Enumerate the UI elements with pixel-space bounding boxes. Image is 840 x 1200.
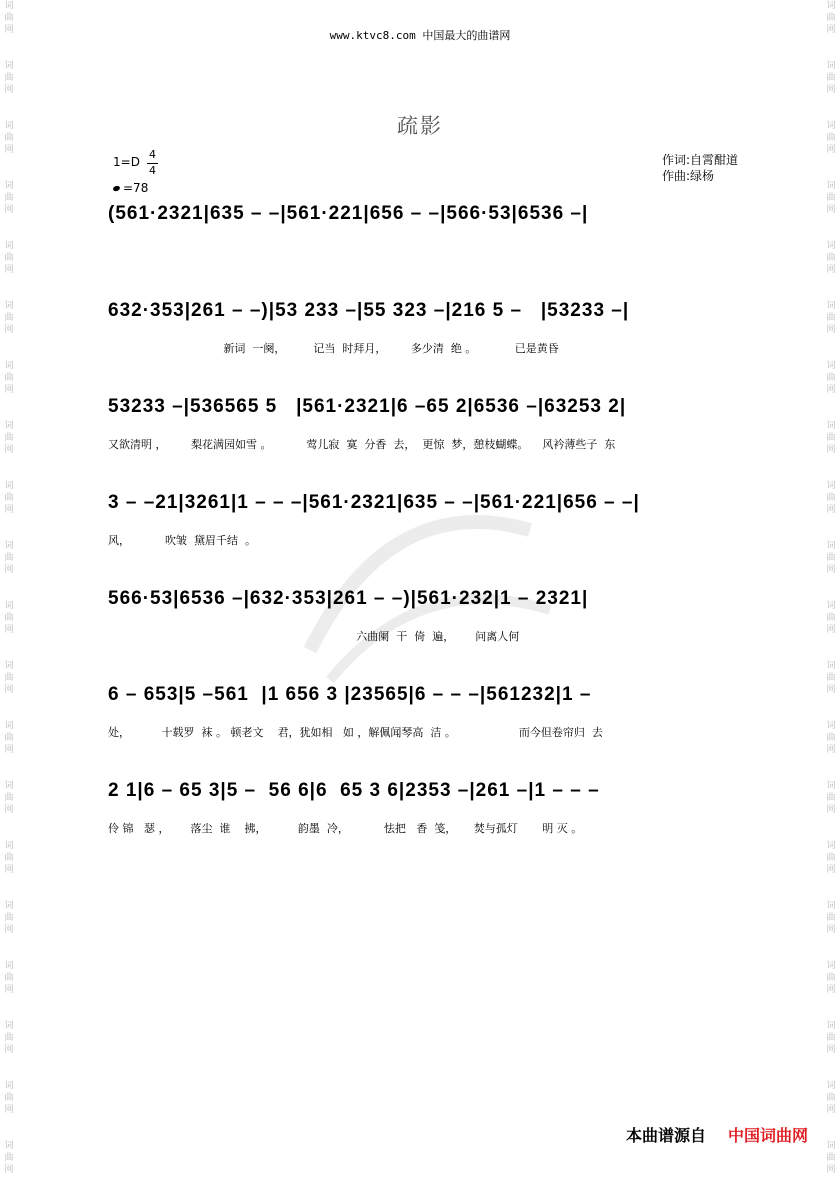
side-mark-char: 网 [826, 505, 836, 515]
side-mark-char: 网 [826, 325, 836, 335]
side-mark-char: 词 [826, 301, 836, 311]
side-mark-char: 曲 [826, 553, 836, 563]
notation-line: 566·53|6536 –|632·353|261 – –)|561·232|1 – 2321| [108, 588, 589, 609]
side-mark-char: 网 [826, 745, 836, 755]
side-mark-char: 网 [826, 865, 836, 875]
side-mark-char: 网 [826, 985, 836, 995]
side-mark-gap [824, 1176, 838, 1200]
side-mark-char: 词 [826, 721, 836, 731]
side-mark-char: 网 [4, 385, 14, 395]
side-mark-gap [824, 816, 838, 840]
side-mark-char: 词 [4, 961, 14, 971]
time-denominator: 4 [149, 164, 156, 177]
side-mark-char: 词 [4, 1141, 14, 1151]
side-mark-gap [2, 1116, 16, 1140]
side-mark-char: 曲 [826, 433, 836, 443]
side-mark-char: 词 [826, 1141, 836, 1151]
footer-label: 本曲谱源自 [625, 1126, 706, 1145]
side-mark-gap [824, 876, 838, 900]
side-mark-char: 词 [826, 781, 836, 791]
side-mark-char: 曲 [4, 853, 14, 863]
side-mark-char: 曲 [4, 1033, 14, 1043]
side-mark-char: 网 [826, 205, 836, 215]
side-mark-gap [824, 996, 838, 1020]
side-mark-char: 词 [826, 1081, 836, 1091]
side-mark-char: 网 [4, 1045, 14, 1055]
side-mark-char: 曲 [4, 793, 14, 803]
side-mark-char: 网 [826, 805, 836, 815]
side-mark-gap [824, 216, 838, 240]
side-mark-char: 词 [4, 661, 14, 671]
side-mark-gap [824, 696, 838, 720]
side-mark-char: 曲 [826, 13, 836, 23]
footer-site-link[interactable]: 中国词曲网 [727, 1126, 808, 1145]
side-mark-char: 网 [826, 685, 836, 695]
side-mark-char: 网 [4, 985, 14, 995]
side-mark-char: 曲 [4, 733, 14, 743]
side-mark-gap [824, 1116, 838, 1140]
side-mark-char: 网 [4, 85, 14, 95]
side-mark-char: 网 [4, 565, 14, 575]
side-mark-char: 曲 [826, 193, 836, 203]
side-mark-char: 词 [826, 541, 836, 551]
side-mark-gap [2, 276, 16, 300]
side-mark-gap [2, 516, 16, 540]
side-mark-char: 网 [4, 145, 14, 155]
side-mark-char: 网 [826, 625, 836, 635]
side-mark-gap [824, 336, 838, 360]
side-mark-char: 网 [4, 445, 14, 455]
notation-line: 3 – –21|3261|1 – – –|561·2321|635 – –|561·221|656 – –| [108, 492, 640, 513]
side-mark-char: 词 [4, 721, 14, 731]
side-mark-char: 词 [826, 121, 836, 131]
side-mark-gap [2, 216, 16, 240]
side-mark-char: 词 [826, 61, 836, 71]
side-mark-gap [2, 996, 16, 1020]
song-title: 疏影 [397, 114, 443, 138]
side-mark-gap [2, 696, 16, 720]
side-mark-char: 网 [826, 1105, 836, 1115]
side-mark-char: 网 [4, 325, 14, 335]
side-mark-gap [824, 516, 838, 540]
side-mark-char: 网 [826, 565, 836, 575]
side-mark-char: 词 [4, 241, 14, 251]
side-mark-gap [2, 876, 16, 900]
side-mark-char: 词 [4, 1081, 14, 1091]
lyrics-line: 又欲清明 ， 梨花满园如雪 。 莺儿寂 寞 分香 去， 更惊 梦，憩枝蝴蝶。 风衿薄些子 东 [108, 438, 616, 451]
side-mark-gap [2, 576, 16, 600]
side-mark-gap [2, 936, 16, 960]
side-mark-char: 词 [4, 421, 14, 431]
side-mark-char: 曲 [826, 973, 836, 983]
side-mark-char: 网 [4, 925, 14, 935]
side-mark-char: 词 [826, 1, 836, 11]
side-mark-char: 曲 [826, 373, 836, 383]
side-mark-gap [824, 576, 838, 600]
notation-line: (561·2321|635 – –|561·221|656 – –|566·53|6536 –| [108, 203, 589, 224]
side-mark-char: 词 [826, 661, 836, 671]
composer: 作曲:绿杨 [662, 169, 715, 183]
side-mark-char: 网 [4, 265, 14, 275]
side-mark-char: 网 [826, 445, 836, 455]
side-mark-char: 曲 [826, 1093, 836, 1103]
side-mark-char: 词 [4, 601, 14, 611]
side-mark-char: 词 [826, 481, 836, 491]
side-mark-char: 网 [4, 205, 14, 215]
site-header[interactable]: www.ktvc8.com 中国最大的曲谱网 [329, 29, 511, 42]
side-mark-char: 曲 [4, 613, 14, 623]
side-mark-gap [824, 276, 838, 300]
right-margin-watermark [824, 0, 838, 1175]
side-mark-char: 词 [4, 181, 14, 191]
side-mark-char: 网 [4, 805, 14, 815]
side-mark-gap [824, 636, 838, 660]
side-mark-char: 网 [826, 1165, 836, 1175]
side-mark-gap [2, 816, 16, 840]
side-mark-char: 网 [4, 1165, 14, 1175]
side-mark-char: 网 [826, 145, 836, 155]
side-mark-char: 词 [826, 601, 836, 611]
side-mark-char: 曲 [826, 1033, 836, 1043]
side-mark-char: 词 [4, 841, 14, 851]
side-mark-gap [2, 396, 16, 420]
side-mark-char: 曲 [826, 73, 836, 83]
tempo-marking [113, 181, 148, 195]
side-mark-char: 曲 [826, 613, 836, 623]
side-mark-char: 网 [4, 865, 14, 875]
side-mark-char: 网 [826, 265, 836, 275]
side-mark-char: 曲 [4, 433, 14, 443]
side-mark-char: 曲 [4, 493, 14, 503]
side-mark-char: 词 [4, 361, 14, 371]
side-mark-char: 词 [826, 1021, 836, 1031]
side-mark-char: 词 [4, 121, 14, 131]
side-mark-char: 词 [4, 61, 14, 71]
notation-line: 53233 –|536565 5 |561·2321|6 –65 2|6536 –|63253 2| [108, 396, 627, 417]
side-mark-char: 词 [826, 181, 836, 191]
side-mark-char: 词 [4, 541, 14, 551]
side-mark-char: 曲 [4, 73, 14, 83]
side-mark-char: 网 [4, 505, 14, 515]
notation-line: 6 – 653|5 –561 |1 656 3 |23565|6 – – –|561232|1 – [108, 684, 592, 705]
credits [662, 152, 738, 184]
side-mark-char: 曲 [826, 133, 836, 143]
half-note-icon [112, 185, 120, 192]
side-mark-char: 网 [4, 745, 14, 755]
side-mark-gap [2, 1056, 16, 1080]
lyrics-line: 风， 吹皱 黛眉千结 。 [108, 534, 256, 547]
side-mark-gap [2, 336, 16, 360]
side-mark-char: 曲 [4, 373, 14, 383]
side-mark-char: 词 [4, 901, 14, 911]
side-mark-char: 曲 [826, 1153, 836, 1163]
side-mark-char: 曲 [826, 253, 836, 263]
side-mark-char: 曲 [4, 193, 14, 203]
side-mark-char: 网 [826, 85, 836, 95]
side-mark-char: 网 [4, 685, 14, 695]
side-mark-char: 曲 [826, 673, 836, 683]
side-mark-char: 曲 [4, 253, 14, 263]
lyrics-line: 处， 十载罗 袜 。 顿老文 君，犹如相 如 ，解佩闻琴高 洁 。 而今但卷帘归 去 [108, 726, 603, 739]
side-mark-gap [2, 156, 16, 180]
side-mark-gap [2, 456, 16, 480]
side-mark-char: 曲 [4, 1093, 14, 1103]
side-mark-char: 词 [826, 361, 836, 371]
side-mark-gap [824, 456, 838, 480]
side-mark-char: 词 [826, 841, 836, 851]
side-mark-char: 词 [4, 1021, 14, 1031]
side-mark-char: 网 [4, 1105, 14, 1115]
side-mark-gap [824, 396, 838, 420]
side-mark-char: 词 [826, 241, 836, 251]
side-mark-gap [824, 936, 838, 960]
side-mark-char: 词 [4, 1, 14, 11]
side-mark-char: 曲 [826, 493, 836, 503]
side-mark-char: 网 [4, 25, 14, 35]
side-mark-gap [824, 1056, 838, 1080]
side-mark-char: 曲 [4, 553, 14, 563]
side-mark-char: 网 [826, 385, 836, 395]
side-mark-char: 曲 [4, 1153, 14, 1163]
side-mark-char: 词 [826, 961, 836, 971]
footer-source [626, 1123, 808, 1146]
side-mark-char: 曲 [4, 973, 14, 983]
side-mark-char: 网 [826, 1045, 836, 1055]
side-mark-char: 词 [4, 481, 14, 491]
side-mark-char: 词 [826, 901, 836, 911]
side-mark-gap [2, 1176, 16, 1200]
side-mark-char: 曲 [826, 733, 836, 743]
side-mark-char: 曲 [826, 313, 836, 323]
side-mark-char: 曲 [4, 313, 14, 323]
side-mark-char: 网 [826, 925, 836, 935]
side-mark-char: 词 [4, 301, 14, 311]
lyrics-line: 新词 一阕， 记当 时拜月， 多少清 绝 。 已是黄昏 [108, 342, 559, 355]
lyricist: 作词:自霄酣道 [662, 153, 739, 167]
tempo-value: =78 [123, 181, 149, 195]
side-mark-char: 曲 [826, 913, 836, 923]
lyrics-line: 伶 锦 瑟 ， 落尘 谁 拂， 韵墨 冷， 怯把 香 笺， 焚与孤灯 明 灭 。 [108, 822, 583, 835]
left-margin-watermark [2, 0, 16, 1175]
side-mark-char: 网 [4, 625, 14, 635]
side-mark-char: 曲 [4, 133, 14, 143]
side-mark-char: 曲 [4, 913, 14, 923]
side-mark-char: 曲 [826, 793, 836, 803]
side-mark-gap [2, 636, 16, 660]
side-mark-char: 曲 [4, 673, 14, 683]
notation-line: 632·353|261 – –)|53 233 –|55 323 –|216 5 – |53233 –| [108, 300, 630, 321]
side-mark-char: 网 [826, 25, 836, 35]
key-label: 1=D [113, 155, 140, 169]
time-numerator: 4 [149, 148, 156, 161]
lyrics-line: 六曲阑 干 倚 遍， 问离人何 [108, 630, 520, 643]
side-mark-char: 词 [4, 781, 14, 791]
notation-line: 2 1|6 – 65 3|5 – 56 6|6 65 3 6|2353 –|261 –|1 – – – [108, 780, 600, 801]
side-mark-gap [824, 156, 838, 180]
side-mark-char: 曲 [4, 13, 14, 23]
side-mark-char: 词 [826, 421, 836, 431]
side-mark-gap [824, 756, 838, 780]
faint-watermark-logo [270, 450, 570, 700]
side-mark-char: 曲 [826, 853, 836, 863]
side-mark-gap [2, 756, 16, 780]
